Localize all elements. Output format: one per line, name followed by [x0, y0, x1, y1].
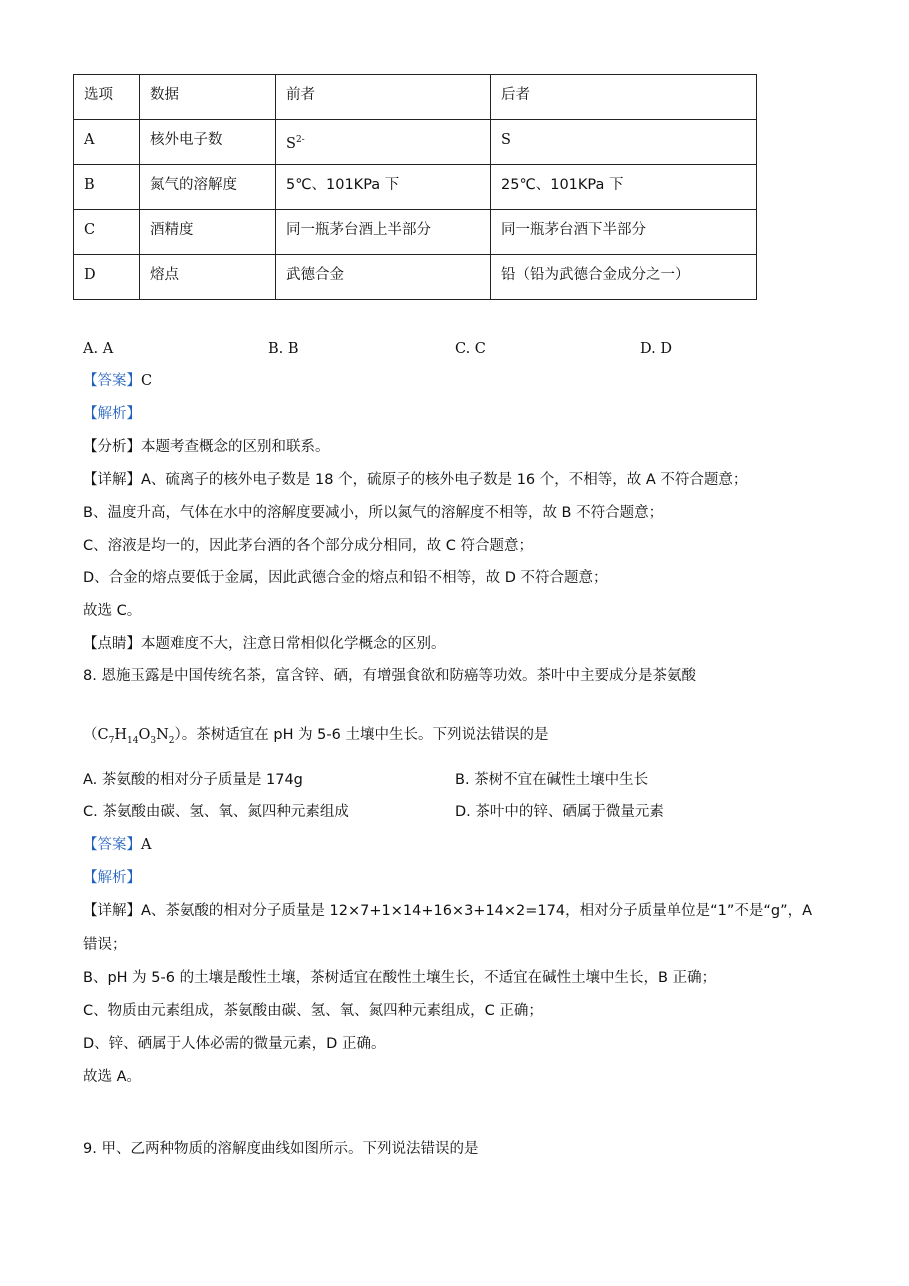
q7-choice-a: A. A — [83, 341, 114, 357]
q8-detail-line: 错误； — [83, 937, 127, 953]
latter-cell: 同一瓶茅台酒下半部分 — [491, 210, 757, 255]
q8-stem-line2 — [83, 725, 548, 751]
q7-choice-d: D. D — [640, 341, 672, 357]
detail-text: A、硫离子的核外电子数是 18 个，硫原子的核外电子数是 16 个，不相等，故 A 不符合题意； — [141, 472, 748, 488]
q8-choice-c: C. 茶氨酸由碳、氢、氧、氮四种元素组成 — [83, 804, 349, 820]
comparison-table — [73, 74, 757, 300]
table-row — [74, 165, 757, 210]
q8-detail-line: C、物质由元素组成，茶氨酸由碳、氢、氧、氮四种元素组成，C 正确； — [83, 1003, 543, 1019]
data-cell: 氮气的溶解度 — [140, 165, 276, 210]
fenxi-tag: 【分析】 — [83, 439, 141, 455]
q8-detail-line — [83, 901, 812, 921]
q9-stem: 9. 甲、乙两种物质的溶解度曲线如图所示。下列说法错误的是 — [83, 1141, 479, 1157]
former-cell: 同一瓶茅台酒上半部分 — [276, 210, 491, 255]
q8-conclusion: 故选 A。 — [83, 1069, 142, 1085]
answer-value: C — [141, 373, 153, 389]
data-cell: 熔点 — [140, 255, 276, 300]
table-row — [74, 120, 757, 165]
dianjing-tag: 【点睛】 — [83, 636, 141, 652]
option-cell: A — [74, 120, 140, 165]
latter-cell: S — [491, 120, 757, 165]
q8-detail-line: B、pH 为 5-6 的土壤是酸性土壤，茶树适宜在酸性土壤生长，不适宜在碱性土壤中生长，B 正确； — [83, 970, 717, 986]
dianjing-text: 本题难度不大，注意日常相似化学概念的区别。 — [141, 636, 446, 652]
q7-answer — [83, 371, 152, 391]
q7-detail-line: D、合金的熔点要低于金属，因此武德合金的熔点和铅不相等，故 D 不符合题意； — [83, 570, 608, 586]
header-cell: 数据 — [140, 75, 276, 120]
table-row — [74, 255, 757, 300]
charge-superscript: 2- — [295, 135, 305, 145]
xiangjie-tag: 【详解】 — [83, 903, 141, 919]
former-cell: 5℃、101KPa 下 — [276, 165, 491, 210]
detail-text: A、茶氨酸的相对分子质量是 12×7+1×14+16×3+14×2=174，相对分子质量单位是“1”不是“g”，A — [141, 903, 812, 919]
data-cell: 酒精度 — [140, 210, 276, 255]
answer-tag: 【答案】 — [83, 373, 141, 389]
header-cell: 选项 — [74, 75, 140, 120]
q7-detail-line: B、温度升高，气体在水中的溶解度要减小，所以氮气的溶解度不相等，故 B 不符合题意； — [83, 505, 664, 521]
q8-choice-a: A. 茶氨酸的相对分子质量是 174g — [83, 772, 303, 788]
q7-fenxi — [83, 437, 330, 457]
xiangjie-tag: 【详解】 — [83, 472, 141, 488]
q7-analysis-tag: 【解析】 — [83, 406, 141, 422]
option-cell: B — [74, 165, 140, 210]
option-cell: D — [74, 255, 140, 300]
option-cell: C — [74, 210, 140, 255]
q8-answer — [83, 835, 151, 855]
answer-tag: 【答案】 — [83, 837, 141, 853]
theanine-formula: $(C_7H_{14}O_3N_2)$ — [83, 727, 182, 746]
table-header-row — [74, 75, 757, 120]
former-cell — [276, 120, 491, 165]
q7-choice-b: B. B — [268, 341, 299, 357]
q8-detail-line: D、锌、硒属于人体必需的微量元素，D 正确。 — [83, 1036, 386, 1052]
latter-cell: 铅（铅为武德合金成分之一） — [491, 255, 757, 300]
latter-cell: 25℃、101KPa 下 — [491, 165, 757, 210]
q8-choice-d: D. 茶叶中的锌、硒属于微量元素 — [455, 804, 664, 820]
answer-value: A — [141, 837, 152, 853]
header-cell: 前者 — [276, 75, 491, 120]
fenxi-text: 本题考查概念的区别和联系。 — [141, 439, 330, 455]
former-text: S — [286, 135, 296, 152]
q7-dianjing — [83, 634, 446, 654]
former-cell: 武德合金 — [276, 255, 491, 300]
data-cell: 核外电子数 — [140, 120, 276, 165]
q8-analysis-tag: 【解析】 — [83, 870, 141, 886]
table-row — [74, 210, 757, 255]
q7-detail-line: C、溶液是均一的，因此茅台酒的各个部分成分相同，故 C 符合题意； — [83, 538, 533, 554]
q7-conclusion: 故选 C。 — [83, 603, 142, 619]
q7-choice-c: C. C — [455, 341, 486, 357]
header-cell: 后者 — [491, 75, 757, 120]
stem-text: 。茶树适宜在 pH 为 5-6 土壤中生长。下列说法错误的是 — [181, 727, 549, 743]
q7-detail-line — [83, 470, 747, 490]
q8-stem-line1: 8. 恩施玉露是中国传统名茶，富含锌、硒，有增强食欲和防癌等功效。茶叶中主要成分是茶氨酸 — [83, 668, 696, 684]
q8-choice-b: B. 茶树不宜在碱性土壤中生长 — [455, 772, 649, 788]
